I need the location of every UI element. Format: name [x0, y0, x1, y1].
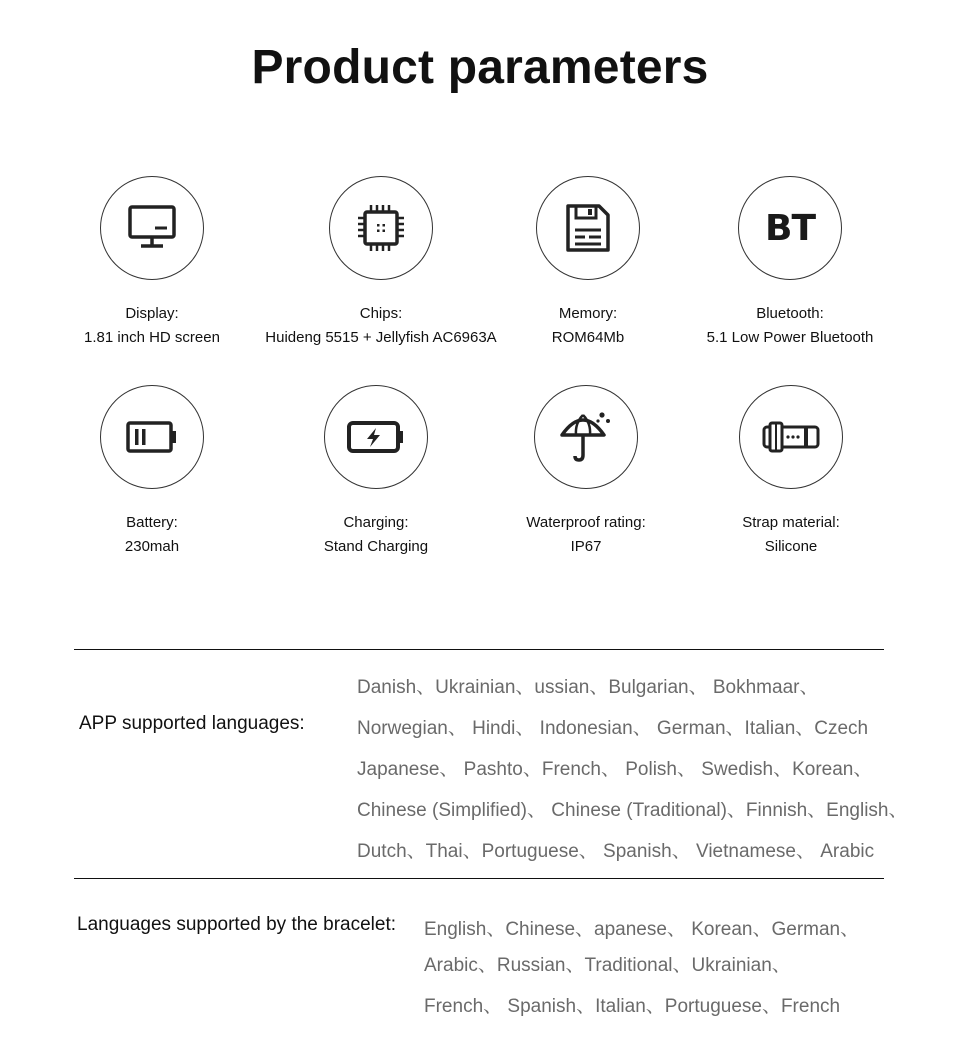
spec-value: ROM64Mb — [551, 329, 625, 346]
spec-display — [27, 176, 277, 350]
spec-value: Silicone — [764, 538, 818, 555]
spec-label: Bluetooth: — [756, 305, 824, 322]
app-languages-line: Norwegian、 Hindi、 Indonesian、 German、Italian、Czech — [357, 718, 869, 739]
app-languages-line: Dutch、Thai、Portuguese、 Spanish、 Vietnamese、 Arabic — [357, 841, 875, 862]
spec-label: Charging: — [343, 514, 409, 531]
bracelet-languages-line: English、Chinese、apanese、 Korean、German、 — [424, 919, 860, 940]
spec-value: Stand Charging — [323, 538, 429, 555]
spec-label: Memory: — [558, 305, 618, 322]
strap-icon-circle — [739, 385, 843, 489]
spec-value: 230mah — [124, 538, 180, 555]
chip-icon — [355, 202, 407, 254]
bracelet-languages-line: Arabic、Russian、Traditional、Ukrainian、 — [424, 955, 791, 976]
bracelet-languages-title: Languages supported by the bracelet: — [77, 914, 397, 935]
bt-text-icon: BT — [765, 207, 815, 249]
charging-battery-icon — [346, 420, 406, 454]
charging-icon-circle — [324, 385, 428, 489]
memory-icon-circle — [536, 176, 640, 280]
spec-bluetooth — [665, 176, 915, 350]
umbrella-icon — [558, 409, 614, 465]
app-languages-title: APP supported languages: — [79, 713, 305, 734]
spec-value: Huideng 5515 + Jellyfish AC6963A — [265, 329, 497, 346]
bluetooth-icon-circle — [738, 176, 842, 280]
floppy-disk-icon — [565, 203, 611, 253]
divider-bottom — [74, 878, 884, 879]
display-icon-circle — [100, 176, 204, 280]
page-title: Product parameters — [251, 41, 709, 94]
app-languages-line: Chinese (Simplified)、 Chinese (Traditional)、Finnish、English、 — [357, 800, 908, 821]
spec-strap — [666, 385, 916, 559]
battery-icon — [125, 420, 179, 454]
spec-label: Display: — [125, 305, 179, 322]
spec-label: Battery: — [126, 514, 178, 531]
spec-label: Chips: — [359, 305, 403, 322]
spec-label: Strap material: — [742, 514, 840, 531]
spec-value: IP67 — [570, 538, 602, 555]
strap-buckle-icon — [760, 420, 822, 454]
spec-value: 5.1 Low Power Bluetooth — [706, 329, 874, 346]
monitor-icon — [127, 204, 177, 252]
spec-value: 1.81 inch HD screen — [84, 329, 220, 346]
divider-top — [74, 649, 884, 650]
waterproof-icon-circle — [534, 385, 638, 489]
spec-battery — [27, 385, 277, 559]
app-languages-line: Japanese、 Pashto、French、 Polish、 Swedish、Korean、 — [357, 759, 873, 780]
battery-icon-circle — [100, 385, 204, 489]
bracelet-languages-line: French、 Spanish、Italian、Portuguese、French — [424, 996, 841, 1017]
app-languages-line: Danish、Ukrainian、ussian、Bulgarian、 Bokhmaar、 — [357, 677, 819, 698]
chips-icon-circle — [329, 176, 433, 280]
spec-label: Waterproof rating: — [526, 514, 646, 531]
